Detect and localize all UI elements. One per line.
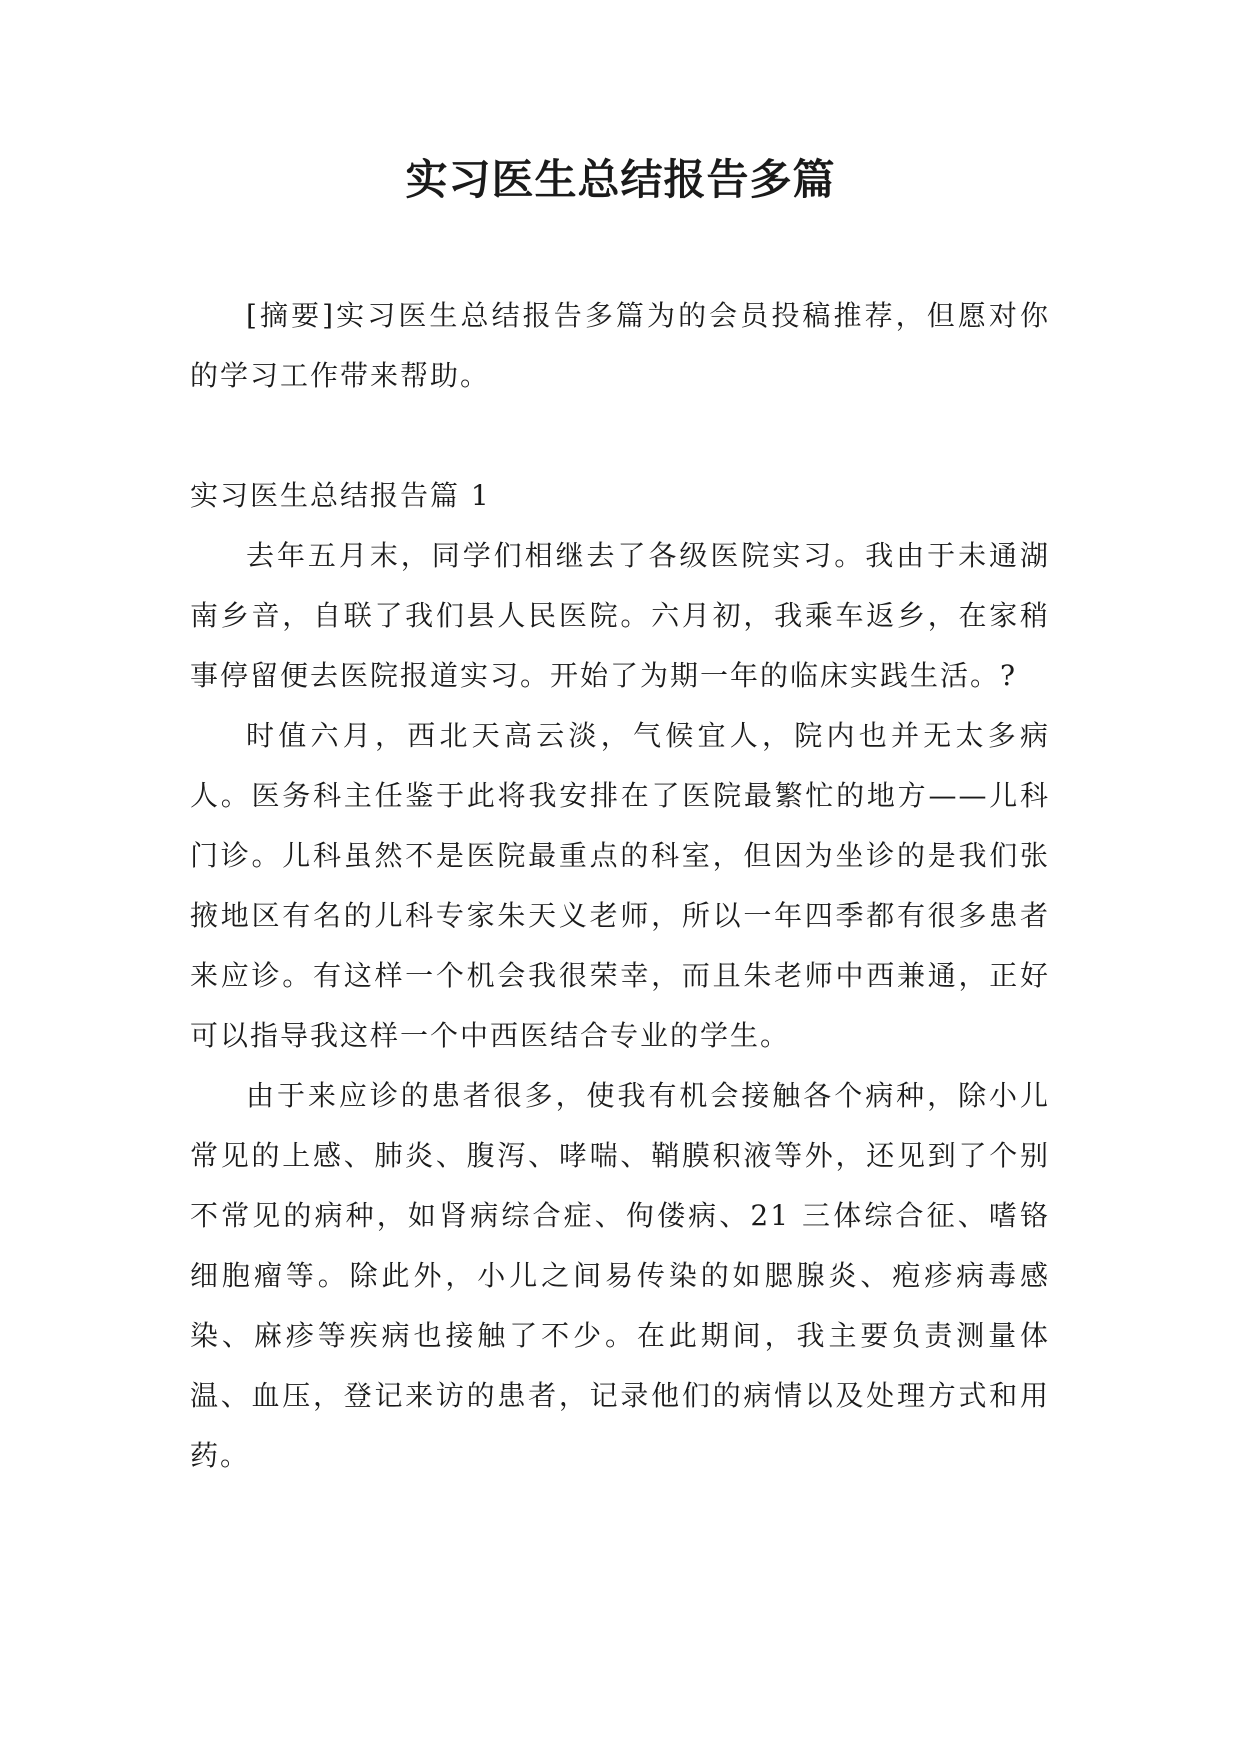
- body-paragraph: 去年五月末，同学们相继去了各级医院实习。我由于未通湖南乡音，自联了我们县人民医院。六月初，我乘车返乡，在家稍事停留便去医院报道实习。开始了为期一年的临床实践生活。?: [190, 539, 1050, 692]
- abstract-paragraph: [摘要]实习医生总结报告多篇为的会员投稿推荐，但愿对你的学习工作带来帮助。: [190, 299, 1050, 392]
- document-body: [190, 286, 1050, 1486]
- section-heading: 实习医生总结报告篇 1: [190, 479, 491, 512]
- body-paragraph: 时值六月，西北天高云淡，气候宜人，院内也并无太多病人。医务科主任鉴于此将我安排在了医院最繁忙的地方——儿科门诊。儿科虽然不是医院最重点的科室，但因为坐诊的是我们张掖地区有名的儿科专家朱天义老师，所以一年四季都有很多患者来应诊。有这样一个机会我很荣幸，而且朱老师中西兼通，正好可以指导我这样一个中西医结合专业的学生。: [190, 719, 1050, 1052]
- document-title: 实习医生总结报告多篇: [405, 155, 836, 204]
- body-paragraph: 由于来应诊的患者很多，使我有机会接触各个病种，除小儿常见的上感、肺炎、腹泻、哮喘、鞘膜积液等外，还见到了个别不常见的病种，如肾病综合症、佝偻病、21 三体综合征、嗜铬细胞瘤等。除此外，小儿之间易传染的如腮腺炎、疱疹病毒感染、麻疹等疾病也接触了不少。在此期间，我主要负责测量体温、血压，登记来访的患者，记录他们的病情以及处理方式和用药。: [190, 1079, 1050, 1472]
